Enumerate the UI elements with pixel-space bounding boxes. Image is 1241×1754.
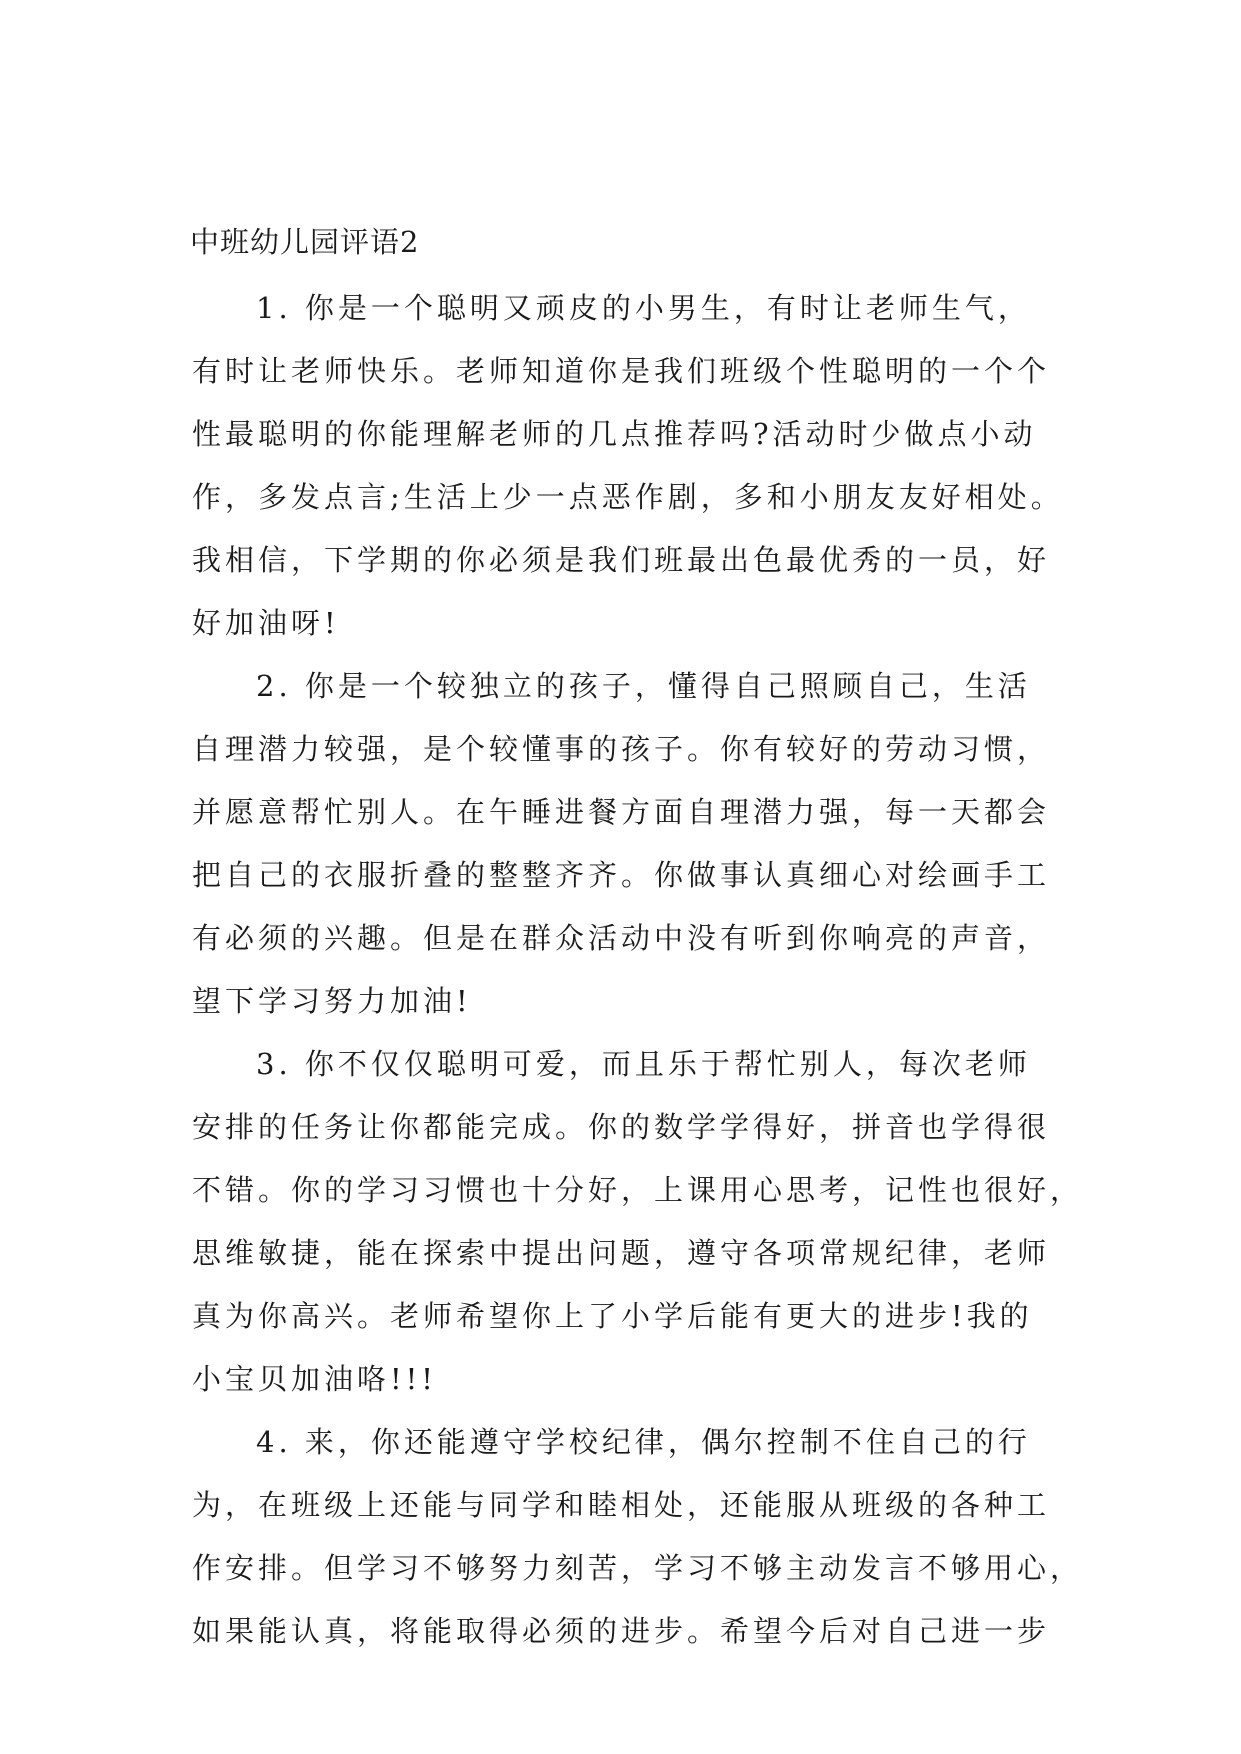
paragraph-3-line-4: 思维敏捷，能在探索中提出问题，遵守各项常规纪律，老师 xyxy=(192,1236,1051,1270)
paragraph-4-line-3: 作安排。但学习不够努力刻苦，学习不够主动发言不够用心， xyxy=(192,1551,1084,1585)
paragraph-2-line-6: 望下学习努力加油! xyxy=(192,984,472,1018)
section-heading: 中班幼儿园评语2 xyxy=(190,225,420,259)
paragraph-3-line-5: 真为你高兴。老师希望你上了小学后能有更大的进步!我的 xyxy=(192,1299,1033,1333)
paragraph-4-line-4: 如果能认真，将能取得必须的进步。希望今后对自己进一步 xyxy=(192,1614,1051,1648)
paragraph-3-line-3: 不错。你的学习习惯也十分好，上课用心思考，记性也很好， xyxy=(192,1173,1084,1207)
paragraph-3-line-6: 小宝贝加油咯!!! xyxy=(192,1362,437,1396)
paragraph-3-line-1: 3. 你不仅仅聪明可爱，而且乐于帮忙别人，每次老师 xyxy=(256,1047,1031,1081)
paragraph-1-line-1: 1. 你是一个聪明又顽皮的小男生，有时让老师生气， xyxy=(256,291,1031,325)
paragraph-2-line-4: 把自己的衣服折叠的整整齐齐。你做事认真细心对绘画手工 xyxy=(192,858,1051,892)
paragraph-1-line-6: 好加油呀! xyxy=(192,606,340,640)
paragraph-3-line-2: 安排的任务让你都能完成。你的数学学得好，拼音也学得很 xyxy=(192,1110,1051,1144)
paragraph-4-line-1: 4. 来，你还能遵守学校纪律，偶尔控制不住自己的行 xyxy=(256,1425,1031,1459)
paragraph-1-line-5: 我相信，下学期的你必须是我们班最出色最优秀的一员，好 xyxy=(192,543,1051,577)
paragraph-2-line-3: 并愿意帮忙别人。在午睡进餐方面自理潜力强，每一天都会 xyxy=(192,795,1051,829)
paragraph-1-line-3: 性最聪明的你能理解老师的几点推荐吗?活动时少做点小动 xyxy=(192,417,1037,451)
paragraph-4-line-2: 为，在班级上还能与同学和睦相处，还能服从班级的各种工 xyxy=(192,1488,1051,1522)
paragraph-1-line-4: 作，多发点言;生活上少一点恶作剧，多和小朋友友好相处。 xyxy=(192,480,1064,514)
paragraph-2-line-2: 自理潜力较强，是个较懂事的孩子。你有较好的劳动习惯， xyxy=(192,732,1051,766)
paragraph-2-line-5: 有必须的兴趣。但是在群众活动中没有听到你响亮的声音， xyxy=(192,921,1051,955)
paragraph-2-line-1: 2. 你是一个较独立的孩子，懂得自己照顾自己，生活 xyxy=(256,669,1031,703)
paragraph-1-line-2: 有时让老师快乐。老师知道你是我们班级个性聪明的一个个 xyxy=(192,354,1051,388)
